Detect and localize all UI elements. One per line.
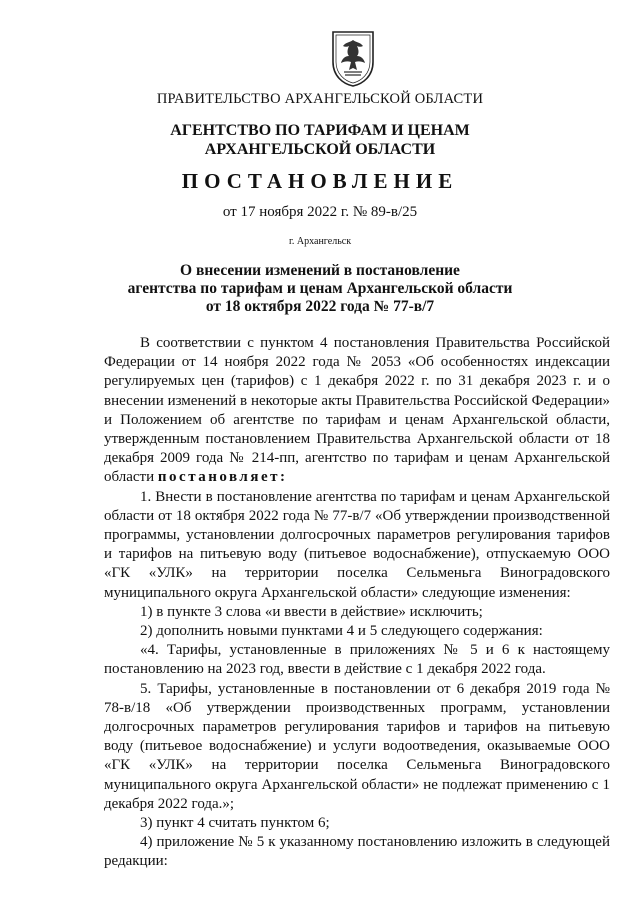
government-name: ПРАВИТЕЛЬСТВО АРХАНГЕЛЬСКОЙ ОБЛАСТИ [156,91,484,107]
agency-name-line1: АГЕНТСТВО ПО ТАРИФАМ И ЦЕНАМ [170,122,470,139]
resolves-keyword: постановляет: [157,469,288,486]
document-city: г. Архангельск [288,236,352,247]
document-body [104,334,610,872]
quoted-point4-paragraph: «4. Тарифы, установленные в приложениях № 5 и 6 к настоящему постановлению на 2023 год, ввести в действие с 1 декабря 2022 года. [104,642,610,678]
preamble-paragraph [104,334,610,488]
item1-paragraph: 1. Внести в постановление агентства по тарифам и ценам Архангельской области от 18 октября 2022 года № 77-в/7 «Об утверждении производственной программы, установлении долгосрочных параметров регулирования тарифов и тарифов на питьевую воду (питьевое водоснабжение), отпускаемую ООО «ГК «УЛК» на территории поселка Сельменьга Виноградовского муниципального округа Архангельской области» следующие изменения: [104,488,610,601]
agency-name [0,121,640,159]
subject-line3: от 18 октября 2022 года № 77-в/7 [205,297,435,315]
subitem4-paragraph: 4) приложение № 5 к указанному постановлению изложить в следующей редакции: [104,834,610,870]
subject-line2: агентства по тарифам и ценам Архангельской области [127,279,513,297]
agency-name-line2: АРХАНГЕЛЬСКОЙ ОБЛАСТИ [204,141,436,158]
subject-line1: О внесении изменений в постановление [180,262,460,279]
preamble-text: В соответствии с пунктом 4 постановления Правительства Российской Федерации от 14 ноября 2022 года № 2053 «Об особенностях индексации регулируемых цен (тарифов) с 1 декабря 2022 г. по 31 декабря 2023 г. и о внесении изменений в некоторые акты Правительства Российской Федерации» и Положением об агентстве по тарифам и ценам Архангельской области, утвержденным постановлением Правительства Архангельской области от 18 декабря 2009 года № 214-пп, агентство по тарифам и ценам Архангельской области [104,335,610,486]
subitem1-paragraph: 1) в пункте 3 слова «и ввести в действие» исключить; [140,603,483,620]
document-subject [0,262,640,315]
quoted-point5-paragraph: 5. Тарифы, установленные в постановлении от 6 декабря 2019 года № 78-в/18 «Об утверждении производственных программ, установлении долгосрочных параметров регулирования тарифов и тарифов на питьевую воду (питьевое водоснабжение) и услуги водоотведения, оказываемые ООО «ГК «УЛК» на территории поселка Сельменьга Виноградовского муниципального округа Архангельской области» не подлежат применению с 1 декабря 2022 года.»; [104,680,610,812]
document-type-title: ПОСТАНОВЛЕНИЕ [181,169,459,193]
document-date-number: от 17 ноября 2022 г. № 89-в/25 [222,204,418,220]
coat-of-arms-emblem [327,28,379,88]
subitem2-paragraph: 2) дополнить новыми пунктами 4 и 5 следующего содержания: [140,623,543,640]
subitem3-paragraph: 3) пункт 4 считать пунктом 6; [140,815,330,832]
